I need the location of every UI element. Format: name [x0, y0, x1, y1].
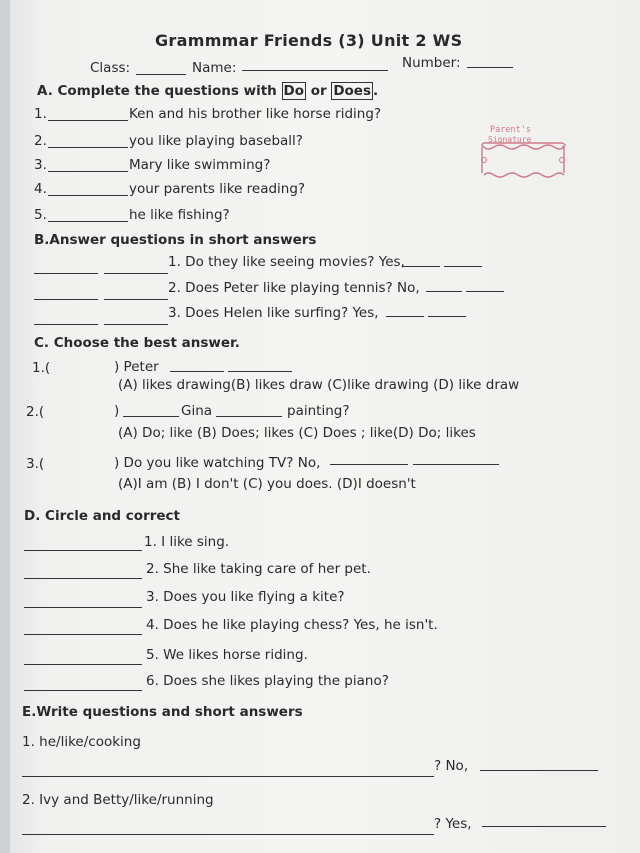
e-item-2-question-blank[interactable] — [22, 834, 434, 835]
a-item-1-num: 1. — [34, 106, 47, 122]
b-item-1-answer-b[interactable] — [444, 266, 482, 267]
does-box: Does — [333, 83, 372, 99]
d-item-2-blank[interactable] — [24, 578, 142, 579]
c-q3-options: (A)I am (B) I don't (C) you does. (D)I doesn't — [118, 476, 416, 492]
parent-signature-stamp — [478, 125, 568, 183]
name-blank[interactable] — [242, 70, 388, 71]
d-item-1-text: 1. I like sing. — [144, 534, 230, 550]
d-item-4-blank[interactable] — [24, 634, 142, 635]
c-q2-end: painting? — [287, 403, 350, 419]
b-item-2-blank-b[interactable] — [104, 299, 168, 300]
section-a-heading-text: A. Complete the questions with — [37, 83, 277, 99]
e-item-1-answer-blank[interactable] — [480, 770, 598, 771]
section-c-heading: C. Choose the best answer. — [34, 335, 240, 351]
b-item-3-question: 3. Does Helen like surfing? Yes, — [168, 305, 379, 321]
e-item-2-prompt: 2. Ivy and Betty/like/running — [22, 792, 214, 808]
c-q1-num: 1.( — [32, 360, 51, 376]
section-e-heading: E.Write questions and short answers — [22, 704, 303, 720]
b-item-2-answer-b[interactable] — [466, 291, 504, 292]
d-item-4-text: 4. Does he like playing chess? Yes, he isn't. — [146, 617, 438, 633]
worksheet-title: Grammmar Friends (3) Unit 2 WS — [155, 31, 463, 50]
do-box: Do — [283, 83, 304, 99]
e-item-2-answer-blank[interactable] — [482, 826, 606, 827]
section-b-heading: B.Answer questions in short answers — [34, 232, 317, 248]
c-q1-options: (A) likes drawing(B) likes draw (C)like drawing (D) like draw — [118, 377, 520, 393]
e-item-1-prompt: 1. he/like/cooking — [22, 734, 141, 750]
name-label: Name: — [192, 60, 237, 76]
c-q2-text: ) — [114, 403, 120, 419]
c-q3-num: 3.( — [26, 456, 45, 472]
c-q2-blank-b[interactable] — [216, 416, 282, 417]
e-item-1-answer: ? No, — [434, 758, 469, 774]
a-item-1-text: Ken and his brother like horse riding? — [129, 106, 382, 122]
b-item-2-answer-a[interactable] — [426, 291, 462, 292]
class-label: Class: — [90, 60, 131, 76]
a-item-3-text: Mary like swimming? — [129, 157, 271, 173]
c-q2-options: (A) Do; like (B) Does; likes (C) Does ; like(D) Do; likes — [118, 425, 476, 441]
b-item-3-blank-a[interactable] — [34, 324, 98, 325]
a-item-4-num: 4. — [34, 181, 47, 197]
c-q1-text: ) Peter — [114, 359, 159, 375]
class-blank[interactable] — [136, 74, 186, 75]
stamp-frame — [478, 125, 568, 183]
d-item-2-text: 2. She like taking care of her pet. — [146, 561, 371, 577]
b-item-3-blank-b[interactable] — [104, 324, 168, 325]
d-item-5-blank[interactable] — [24, 664, 142, 665]
b-item-1-blank-a[interactable] — [34, 273, 98, 274]
b-item-2-blank-a[interactable] — [34, 299, 98, 300]
d-item-3-text: 3. Does you like flying a kite? — [146, 589, 345, 605]
d-item-6-text: 6. Does she likes playing the piano? — [146, 673, 389, 689]
e-item-1-question-blank[interactable] — [22, 776, 434, 777]
c-q2-mid: Gina — [181, 403, 213, 419]
number-blank[interactable] — [467, 67, 513, 68]
c-q2-num: 2.( — [26, 404, 45, 420]
c-q3-blank-b[interactable] — [413, 464, 499, 465]
c-q1-blank-a[interactable] — [170, 371, 224, 372]
b-item-1-answer-a[interactable] — [402, 266, 440, 267]
a-item-5-num: 5. — [34, 207, 47, 223]
a-item-3-num: 3. — [34, 157, 47, 173]
a-item-3-blank[interactable] — [48, 171, 128, 172]
d-item-1-blank[interactable] — [24, 550, 142, 551]
a-item-1-blank[interactable] — [48, 120, 128, 121]
b-item-1-blank-b[interactable] — [104, 273, 168, 274]
d-item-6-blank[interactable] — [24, 690, 142, 691]
c-q3-blank-a[interactable] — [330, 464, 408, 465]
c-q2-blank-a[interactable] — [123, 416, 179, 417]
a-item-4-text: your parents like reading? — [129, 181, 306, 197]
stamp-line-2: Signature — [488, 135, 532, 144]
b-item-3-answer-b[interactable] — [428, 316, 466, 317]
b-item-1-question: 1. Do they like seeing movies? Yes, — [168, 254, 405, 270]
a-item-5-text: he like fishing? — [129, 207, 230, 223]
d-item-3-blank[interactable] — [24, 607, 142, 608]
section-a-heading — [37, 83, 378, 99]
c-q3-text: ) Do you like watching TV? No, — [114, 455, 321, 471]
section-d-heading: D. Circle and correct — [24, 508, 181, 524]
d-item-5-text: 5. We likes horse riding. — [146, 647, 308, 663]
c-q1-blank-b[interactable] — [228, 371, 292, 372]
e-item-2-answer: ? Yes, — [434, 816, 472, 832]
b-item-2-question: 2. Does Peter like playing tennis? No, — [168, 280, 420, 296]
number-label: Number: — [402, 55, 461, 71]
a-item-2-text: you like playing baseball? — [129, 133, 303, 149]
stamp-line-1: Parent's — [490, 125, 531, 135]
a-item-5-blank[interactable] — [48, 221, 128, 222]
or-word: or — [310, 83, 327, 99]
a-item-4-blank[interactable] — [48, 195, 128, 196]
section-a-heading-dot: . — [373, 83, 379, 99]
a-item-2-num: 2. — [34, 133, 47, 149]
a-item-2-blank[interactable] — [48, 147, 128, 148]
b-item-3-answer-a[interactable] — [386, 316, 424, 317]
